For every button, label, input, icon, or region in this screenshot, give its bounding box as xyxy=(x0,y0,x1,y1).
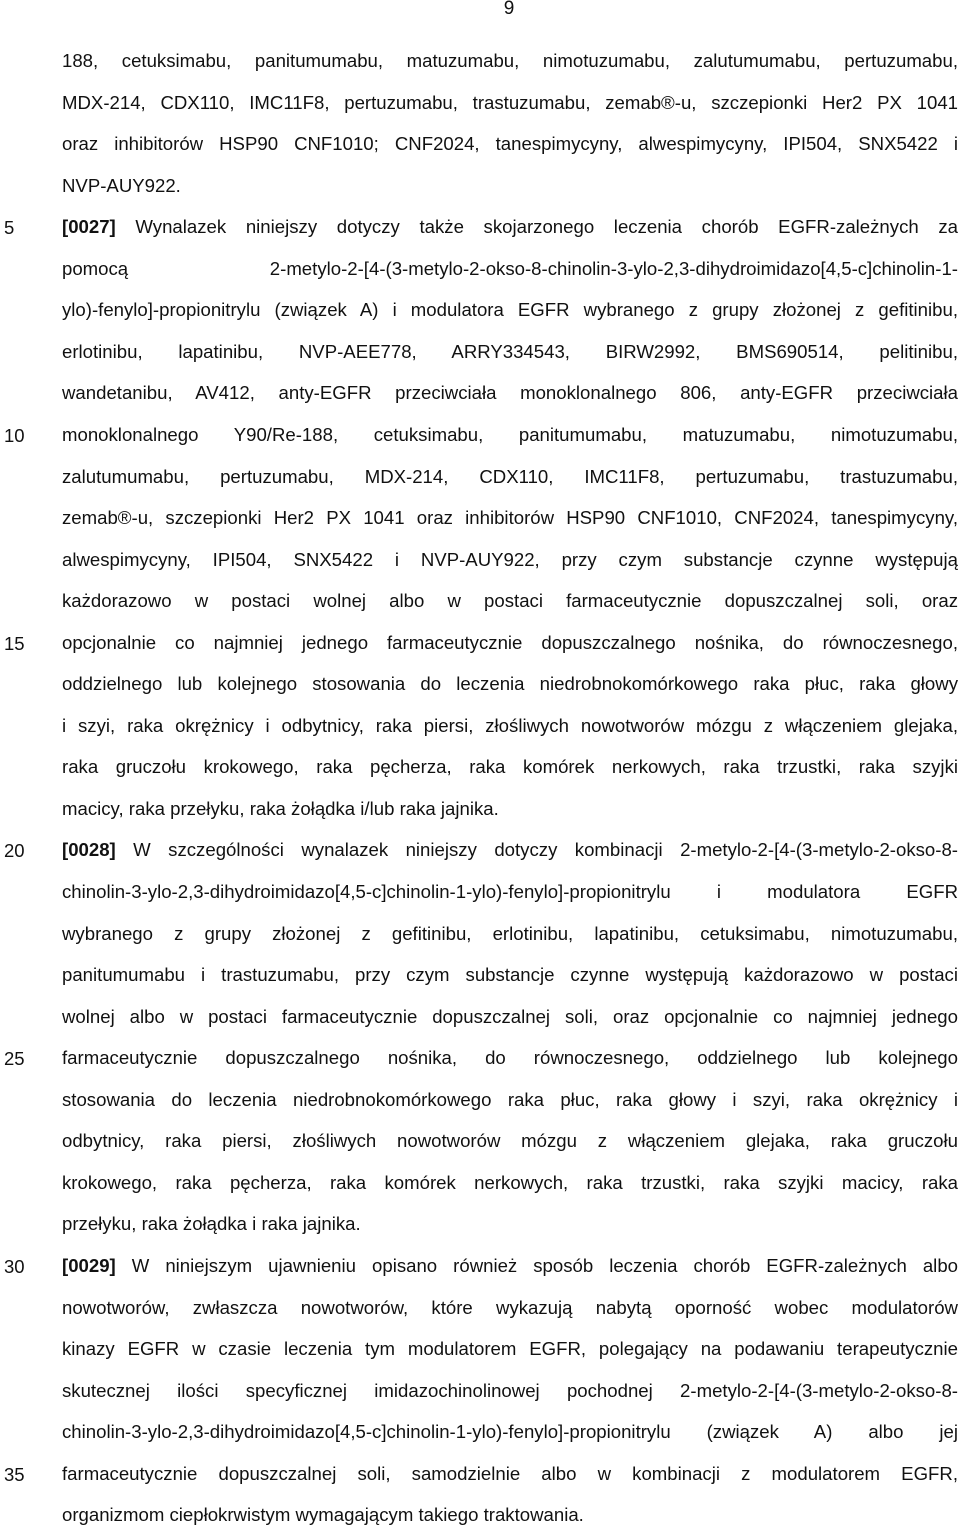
text-line xyxy=(62,255,958,283)
text-line xyxy=(62,463,958,491)
line-text: alwespimycyny, IPI504, SNX5422 i NVP-AUY922, przy czym substancje czynne występują xyxy=(62,548,958,570)
text-line xyxy=(62,1044,958,1072)
text-line xyxy=(62,296,958,324)
line-number: 20 xyxy=(4,840,25,862)
line-text: 188, cetuksimabu, panitumumabu, matuzumabu, nimotuzumabu, zalutumumabu, pertuzumabu, xyxy=(62,50,958,71)
text-line xyxy=(62,1003,958,1031)
line-text: farmaceutycznie dopuszczalnej soli, samodzielnie albo w kombinacji z modulatorem EGFR, xyxy=(62,1462,958,1484)
text-line xyxy=(62,421,958,449)
text-line xyxy=(62,130,958,158)
line-text: oddzielnego lub kolejnego stosowania do leczenia niedrobnokomórkowego raka płuc, raka głowy xyxy=(62,673,958,695)
line-number: 10 xyxy=(4,424,25,446)
line-text: W szczególności wynalazek niniejszy dotyczy kombinacji 2-metylo-2-[4-(3-metylo-2-okso-8- xyxy=(115,839,958,861)
line-text: panitumumabu i trastuzumabu, przy czym substancje czynne występują każdorazowo w postaci xyxy=(62,964,958,986)
line-text: farmaceutycznie dopuszczalnego nośnika, do równoczesnego, oddzielnego lub kolejnego xyxy=(62,1047,958,1069)
text-line xyxy=(62,1377,958,1405)
text-line xyxy=(62,379,958,407)
text-line xyxy=(62,795,958,823)
line-text: NVP-AUY922. xyxy=(62,174,181,196)
page-number: 9 xyxy=(503,0,515,19)
paragraph-tag: [0029] xyxy=(62,1254,116,1276)
line-number: 35 xyxy=(4,1463,25,1485)
paragraph-tag: [0027] xyxy=(62,216,116,238)
text-line xyxy=(62,1210,958,1238)
line-text: ylo)-fenylo]-propionitrylu (związek A) i modulatora EGFR wybranego z grupy złożonej z gefitinibu, xyxy=(62,299,958,321)
line-text: pomocą 2-metylo-2-[4-(3-metylo-2-okso-8-chinolin-3-ylo-2,3-dihydroimidazo[4,5-c]chinolin-1- xyxy=(62,257,958,279)
line-text: macicy, raka przełyku, raka żołądka i/lub raka jajnika. xyxy=(62,797,499,819)
line-text: każdorazowo w postaci wolnej albo w postaci farmaceutycznie dopuszczalnej soli, oraz xyxy=(62,590,958,612)
line-number: 15 xyxy=(4,632,25,654)
text-line xyxy=(62,670,958,698)
line-text: kinazy EGFR w czasie leczenia tym modulatorem EGFR, polegający na podawaniu terapeutycznie xyxy=(62,1338,958,1360)
line-text: W niniejszym ujawnieniu opisano również sposób leczenia chorób EGFR-zależnych albo xyxy=(115,1254,958,1276)
text-line xyxy=(62,836,958,864)
line-text: organizmom ciepłokrwistym wymagającym takiego traktowania. xyxy=(62,1504,584,1526)
line-text: opcjonalnie co najmniej jednego farmaceutycznie dopuszczalnego nośnika, do równoczesnego, xyxy=(62,631,958,653)
line-number: 25 xyxy=(4,1048,25,1070)
text-line xyxy=(62,1460,958,1488)
text-line xyxy=(62,961,958,989)
text-line xyxy=(62,338,958,366)
text-line xyxy=(62,1252,958,1280)
text-line xyxy=(62,1294,958,1322)
line-text: raka gruczołu krokowego, raka pęcherza, raka komórek nerkowych, raka trzustki, raka szyjki xyxy=(62,756,958,778)
line-text: monoklonalnego Y90/Re-188, cetuksimabu, panitumumabu, matuzumabu, nimotuzumabu, xyxy=(62,423,958,445)
text-line xyxy=(62,753,958,781)
text-line xyxy=(62,1127,958,1155)
line-text: odbytnicy, raka piersi, złośliwych nowotworów mózgu z włączeniem glejaka, raka gruczołu xyxy=(62,1130,958,1152)
line-text: chinolin-3-ylo-2,3-dihydroimidazo[4,5-c]chinolin-1-ylo)-fenylo]-propionitrylu i modulatora EGFR xyxy=(62,881,958,902)
line-text: Wynalazek niniejszy dotyczy także skojarzonego leczenia chorób EGFR-zależnych za xyxy=(115,216,958,238)
line-text: krokowego, raka pęcherza, raka komórek nerkowych, raka trzustki, raka szyjki macicy, raka xyxy=(62,1171,958,1193)
line-number: 30 xyxy=(4,1255,25,1277)
text-line xyxy=(62,89,958,117)
line-text: i szyi, raka okrężnicy i odbytnicy, raka piersi, złośliwych nowotworów mózgu z włączeniem glejaka, xyxy=(62,714,958,736)
line-text: stosowania do leczenia niedrobnokomórkowego raka płuc, raka głowy i szyi, raka okrężnicy i xyxy=(62,1088,958,1110)
text-line xyxy=(62,1501,958,1529)
line-text: oraz inhibitorów HSP90 CNF1010; CNF2024, tanespimycyny, alwespimycyny, IPI504, SNX5422 i xyxy=(62,133,958,155)
text-line xyxy=(62,1418,958,1446)
line-number: 5 xyxy=(4,217,15,239)
text-line xyxy=(62,629,958,657)
text-line xyxy=(62,213,958,241)
line-text: erlotinibu, lapatinibu, NVP-AEE778, ARRY334543, BIRW2992, BMS690514, pelitinibu, xyxy=(62,340,958,362)
text-line xyxy=(62,1169,958,1197)
line-text: zemab®-u, szczepionki Her2 PX 1041 oraz inhibitorów HSP90 CNF1010, CNF2024, tanespimycyny, xyxy=(62,507,958,529)
line-text: chinolin-3-ylo-2,3-dihydroimidazo[4,5-c]chinolin-1-ylo)-fenylo]-propionitrylu (związek A) albo jej xyxy=(62,1421,958,1443)
text-line xyxy=(62,546,958,574)
text-line xyxy=(62,878,958,906)
line-text: MDX-214, CDX110, IMC11F8, pertuzumabu, trastuzumabu, zemab®-u, szczepionki Her2 PX 1041 xyxy=(62,91,958,113)
text-line xyxy=(62,1086,958,1114)
line-text: zalutumumabu, pertuzumabu, MDX-214, CDX110, IMC11F8, pertuzumabu, trastuzumabu, xyxy=(62,465,958,487)
line-text: nowotworów, zwłaszcza nowotworów, które wykazują nabytą oporność wobec modulatorów xyxy=(62,1296,958,1318)
line-text: wybranego z grupy złożonej z gefitinibu, erlotinibu, lapatinibu, cetuksimabu, nimotuzumabu, xyxy=(62,922,958,944)
text-line xyxy=(62,920,958,948)
line-text: przełyku, raka żołądka i raka jajnika. xyxy=(62,1213,361,1235)
text-line xyxy=(62,712,958,740)
line-text: wandetanibu, AV412, anty-EGFR przeciwciała monoklonalnego 806, anty-EGFR przeciwciała xyxy=(62,382,958,404)
paragraph-tag: [0028] xyxy=(62,839,116,861)
text-line xyxy=(62,504,958,532)
text-line xyxy=(62,47,958,75)
line-text: wolnej albo w postaci farmaceutycznie dopuszczalnej soli, oraz opcjonalnie co najmniej jednego xyxy=(62,1005,958,1027)
text-line xyxy=(62,1335,958,1363)
text-line xyxy=(62,587,958,615)
line-text: skutecznej ilości specyficznej imidazochinolinowej pochodnej 2-metylo-2-[4-(3-metylo-2-okso-8- xyxy=(62,1379,958,1401)
text-line xyxy=(62,172,958,200)
